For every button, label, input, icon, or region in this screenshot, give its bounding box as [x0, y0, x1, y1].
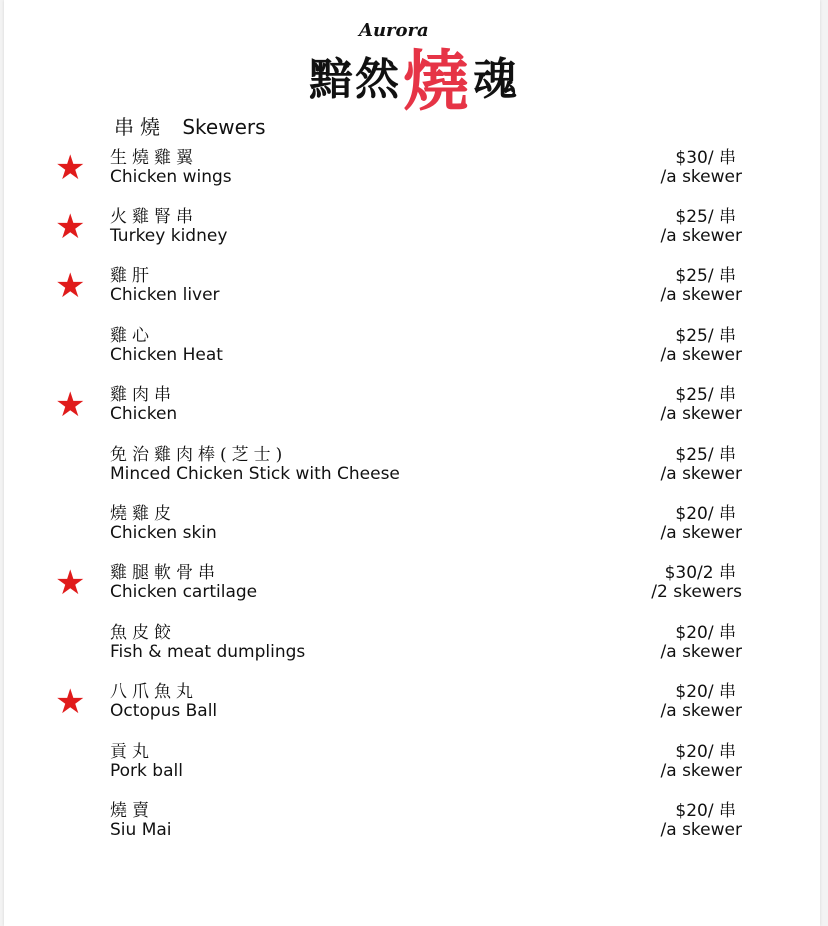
item-price: $25/ 串: [675, 326, 736, 346]
item-name-en: Chicken: [110, 404, 178, 424]
menu-item: [4, 558, 820, 610]
item-unit: /a skewer: [660, 701, 742, 721]
item-name-en: Fish & meat dumplings: [110, 642, 306, 662]
star-icon: ★: [55, 207, 86, 247]
section-title-zh: 串燒: [114, 115, 166, 139]
menu-item: [4, 143, 820, 195]
item-name-zh: 免治雞肉棒(芝士): [110, 445, 288, 465]
item-name-zh: 雞腿軟骨串: [110, 563, 220, 583]
item-unit: /2 skewers: [651, 582, 742, 602]
item-unit: /a skewer: [660, 404, 742, 424]
brand-logo: [309, 28, 519, 123]
item-price: $20/ 串: [675, 801, 736, 821]
item-name-zh: 雞心: [110, 326, 154, 346]
item-unit: /a skewer: [660, 226, 742, 246]
star-icon: ★: [55, 266, 86, 306]
item-unit: /a skewer: [660, 285, 742, 305]
menu-item: [4, 380, 820, 432]
menu-item: [4, 737, 820, 789]
menu-item: [4, 261, 820, 313]
item-name-en: Chicken wings: [110, 167, 232, 187]
item-price: $25/ 串: [675, 266, 736, 286]
star-icon: ★: [55, 148, 86, 188]
item-name-en: Octopus Ball: [110, 701, 218, 721]
item-price: $25/ 串: [675, 207, 736, 227]
item-name-en: Turkey kidney: [110, 226, 228, 246]
brand-title-post: 魂: [473, 54, 519, 105]
item-name-en: Chicken Heat: [110, 345, 223, 365]
menu-item: [4, 677, 820, 729]
item-unit: /a skewer: [660, 345, 742, 365]
star-icon: ★: [55, 682, 86, 722]
item-name-zh: 魚皮餃: [110, 623, 176, 643]
item-price: $30/ 串: [675, 148, 736, 168]
menu-item: [4, 440, 820, 492]
item-name-zh: 貢丸: [110, 742, 154, 762]
item-name-en: Chicken skin: [110, 523, 217, 543]
item-unit: /a skewer: [660, 820, 742, 840]
brand-title-accent: 燒: [403, 43, 471, 120]
menu-item: [4, 796, 820, 848]
item-name-en: Chicken cartilage: [110, 582, 258, 602]
menu-item: [4, 321, 820, 373]
item-name-en: Chicken liver: [110, 285, 220, 305]
item-name-en: Siu Mai: [110, 820, 172, 840]
item-name-en: Minced Chicken Stick with Cheese: [110, 464, 400, 484]
section-title-en: Skewers: [182, 115, 266, 139]
item-name-zh: 燒賣: [110, 801, 154, 821]
menu-item: [4, 202, 820, 254]
item-name-zh: 雞肝: [110, 266, 154, 286]
star-icon: ★: [55, 385, 86, 425]
item-price: $25/ 串: [675, 385, 736, 405]
item-name-zh: 火雞腎串: [110, 207, 198, 227]
item-unit: /a skewer: [660, 464, 742, 484]
item-name-zh: 生燒雞翼: [110, 148, 198, 168]
item-unit: /a skewer: [660, 761, 742, 781]
section-title: [114, 111, 266, 140]
item-price: $30/2 串: [664, 563, 736, 583]
menu-item: [4, 618, 820, 670]
item-name-en: Pork ball: [110, 761, 183, 781]
item-name-zh: 燒雞皮: [110, 504, 176, 524]
menu-item: [4, 499, 820, 551]
item-name-zh: 八爪魚丸: [110, 682, 198, 702]
item-price: $20/ 串: [675, 742, 736, 762]
item-unit: /a skewer: [660, 167, 742, 187]
item-name-zh: 雞肉串: [110, 385, 176, 405]
item-price: $25/ 串: [675, 445, 736, 465]
item-price: $20/ 串: [675, 623, 736, 643]
menu-page: [4, 0, 820, 926]
item-price: $20/ 串: [675, 504, 736, 524]
star-icon: ★: [55, 563, 86, 603]
item-unit: /a skewer: [660, 642, 742, 662]
brand-subtitle: Aurora: [359, 20, 429, 41]
brand-title-pre: 黯然: [309, 54, 401, 105]
item-price: $20/ 串: [675, 682, 736, 702]
item-unit: /a skewer: [660, 523, 742, 543]
